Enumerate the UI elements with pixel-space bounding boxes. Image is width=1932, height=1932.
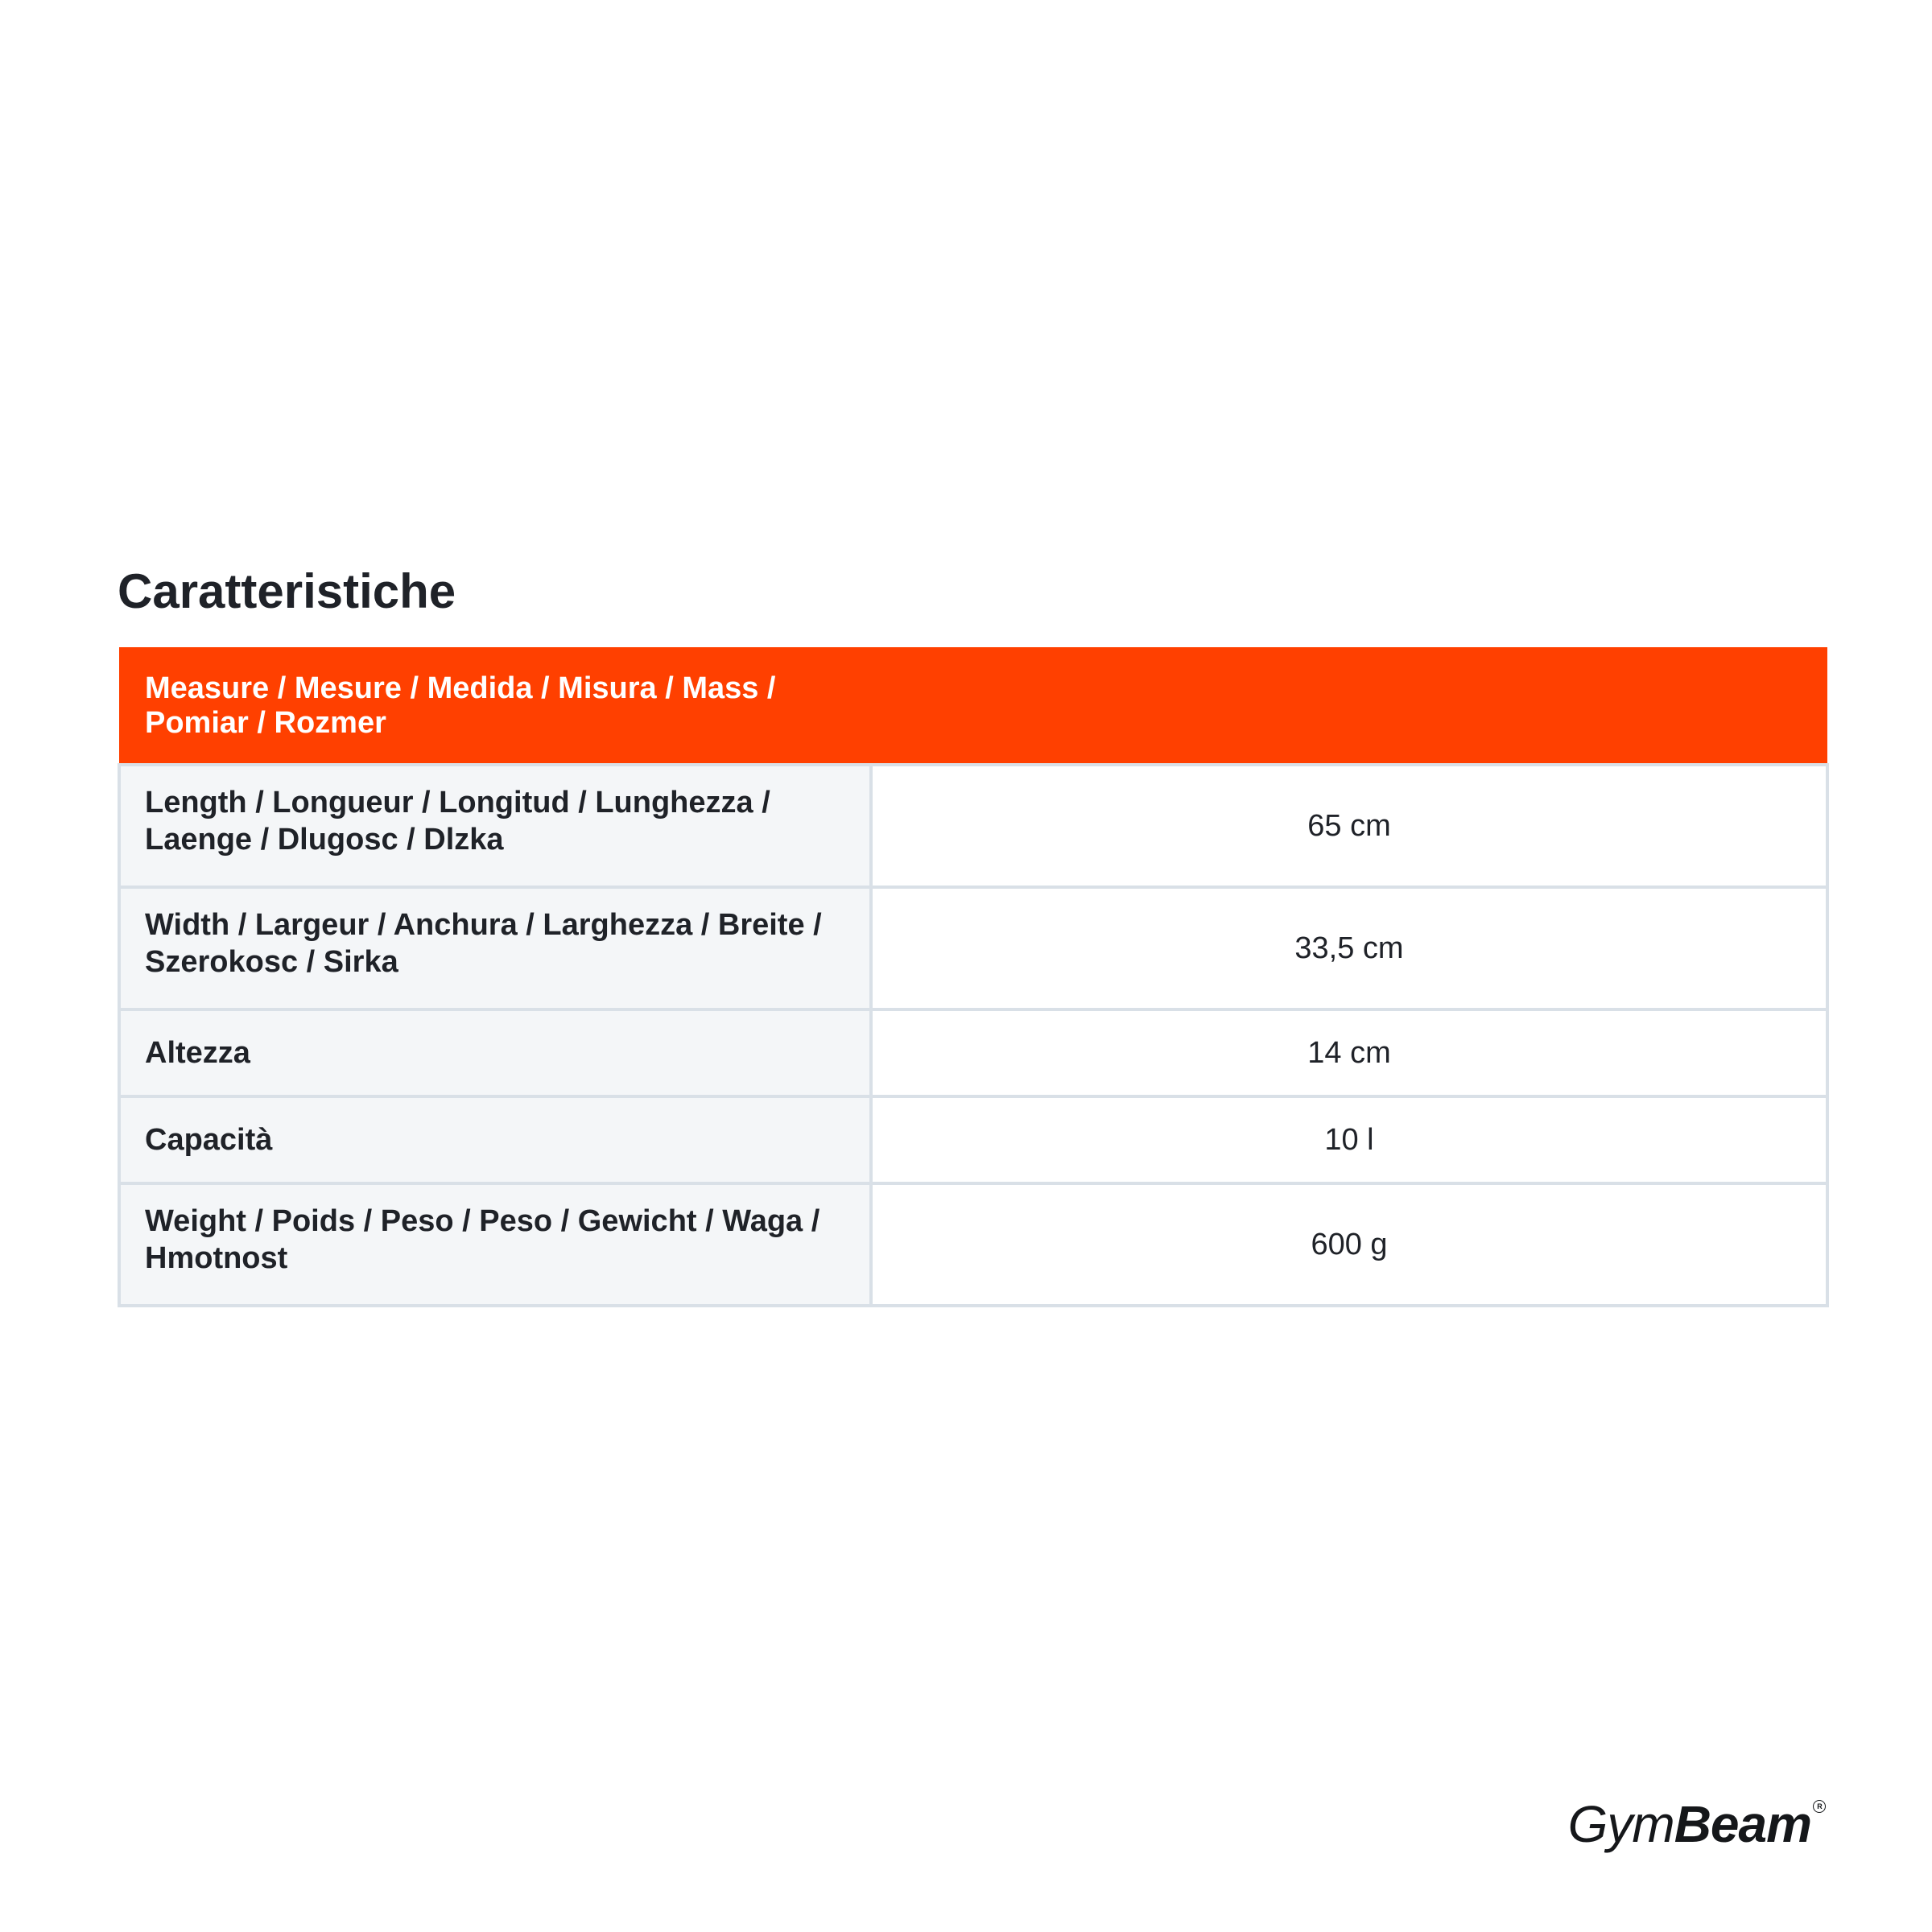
row-label: Altezza [119,1009,871,1096]
row-value: 65 cm [871,765,1827,887]
row-value: 14 cm [871,1009,1827,1096]
table-row-length [119,765,1827,887]
row-label: Length / Longueur / Longitud / Lunghezza / Laenge / Dlugosc / Dlzka [119,765,871,887]
row-label: Weight / Poids / Peso / Peso / Gewicht / Waga / Hmotnost [119,1183,871,1306]
registered-mark-icon: R [1813,1800,1826,1813]
row-value: 600 g [871,1183,1827,1306]
table-row-capacity [119,1096,1827,1183]
row-label: Width / Largeur / Anchura / Larghezza / Breite / Szerokosc / Sirka [119,887,871,1009]
gymbeam-logo [1568,1792,1826,1856]
row-value: 33,5 cm [871,887,1827,1009]
page-title: Caratteristiche [118,564,456,618]
table-row-height [119,1009,1827,1096]
logo-text-gym: Gym [1567,1795,1674,1853]
specifications-table [118,647,1829,1307]
table-row-width [119,887,1827,1009]
row-value: 10 l [871,1096,1827,1183]
logo-text-beam: Beam [1674,1795,1811,1853]
row-label: Capacità [119,1096,871,1183]
table-header-cell [119,647,1827,765]
table-header-text: Measure / Mesure / Medida / Misura / Mass / Pomiar / Rozmer [145,671,776,740]
table-header-row [119,647,1827,765]
table-row-weight [119,1183,1827,1306]
